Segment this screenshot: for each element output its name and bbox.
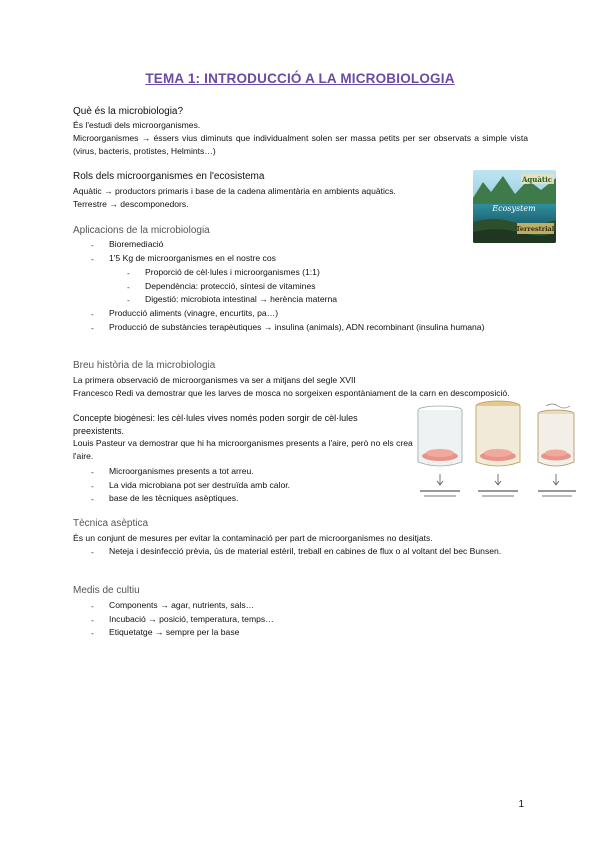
sub-list-item: Digestió: microbiota intestinal → herència materna	[145, 294, 338, 304]
heading-history: Breu història de la microbiologia	[73, 360, 216, 371]
pasteur-jars-image	[412, 392, 584, 514]
bullet-dash: -	[91, 494, 94, 504]
s1-line2: Microorganismes → éssers vius diminuts que individualment solen ser massa petits per ser observats a simple vista (virus, bacteris, protistes, Helmints…)	[73, 133, 528, 156]
s4-line1: La primera observació de microorganismes va ser a mitjans del segle XVII	[73, 375, 356, 385]
list-item: Incubació → posició, temperatura, temps…	[109, 614, 274, 624]
label-terrestrial: Terrestrial	[515, 225, 555, 233]
bullet-dash: -	[91, 240, 94, 250]
list-item: base de les tècniques asèptiques.	[109, 493, 239, 503]
list-item: 1'5 Kg de microorganismes en el nostre cos	[109, 253, 276, 263]
heading-roles-ecosystem: Rols dels microorganismes en l'ecosistema	[73, 171, 265, 182]
bullet-dash: -	[91, 615, 94, 625]
bullet-dash: -	[91, 547, 94, 557]
page-title: TEMA 1: INTRODUCCIÓ A LA MICROBIOLOGIA	[145, 71, 455, 86]
heading-culture-media: Medis de cultiu	[73, 585, 140, 596]
list-item: Producció de substàncies terapèutiques → insulina (animals), ADN recombinant (insulina humana)	[109, 322, 485, 332]
bullet-dash: -	[127, 282, 130, 292]
list-item: Bioremediació	[109, 239, 164, 249]
open-jar-icon	[418, 406, 462, 497]
bullet-dash: -	[91, 309, 94, 319]
heading-what-is-microbiology: Què és la microbiologia?	[73, 106, 184, 117]
list-item: Neteja i desinfecció prèvia, ús de material estèril, treball en cabines de flux o al voltant del bec Bunsen.	[109, 546, 502, 556]
s2-line2: Terrestre → descomponedors.	[73, 199, 189, 209]
bullet-dash: -	[127, 295, 130, 305]
sub-list-item: Proporció de cèl·lules i microorganismes (1:1)	[145, 267, 320, 277]
list-item: Microorganismes presents a tot arreu.	[109, 466, 254, 476]
bullet-dash: -	[91, 601, 94, 611]
ecosystem-image	[473, 170, 556, 243]
list-item: La vida microbiana pot ser destruïda amb calor.	[109, 480, 291, 490]
sealed-jar-icon	[538, 404, 576, 497]
bullet-dash: -	[91, 467, 94, 477]
s4-line3: Concepte biogènesi: les cèl·lules vives només poden sorgir de cèl·lules preexistents.	[73, 413, 358, 436]
heading-aseptic-technique: Tècnica asèptica	[73, 518, 149, 529]
covered-jar-icon	[476, 401, 520, 497]
s4-line4: Louis Pasteur va demostrar que hi ha microorganismes presents a l'aire, però no els crea l'aire.	[73, 438, 413, 461]
heading-applications: Aplicacions de la microbiologia	[73, 225, 210, 236]
s4-line2: Francesco Redi va demostrar que les larves de mosca no sorgeixen espontàniament de la carn en descomposició.	[73, 388, 510, 398]
list-item: Producció aliments (vinagre, encurtits, pa…)	[109, 308, 279, 318]
bullet-dash: -	[91, 323, 94, 333]
page-number: 1	[518, 799, 524, 810]
bullet-dash: -	[127, 268, 130, 278]
s2-line1: Aquàtic → productors primaris i base de la cadena alimentària en ambients aquàtics.	[73, 186, 396, 196]
list-item: Components → agar, nutrients, sals…	[109, 600, 255, 610]
sub-list-item: Dependència: protecció, síntesi de vitamines	[145, 281, 316, 291]
label-ecosystem: Ecosystem	[492, 204, 536, 213]
list-item: Etiquetatge → sempre per la base	[109, 627, 240, 637]
label-aquatic: Aquàtic	[521, 175, 553, 184]
bullet-dash: -	[91, 628, 94, 638]
bullet-dash: -	[91, 481, 94, 491]
bullet-dash: -	[91, 254, 94, 264]
s5-line1: És un conjunt de mesures per evitar la contaminació per part de microorganismes no desitjats.	[73, 533, 433, 543]
s1-line1: És l'estudi dels microorganismes.	[73, 120, 201, 130]
